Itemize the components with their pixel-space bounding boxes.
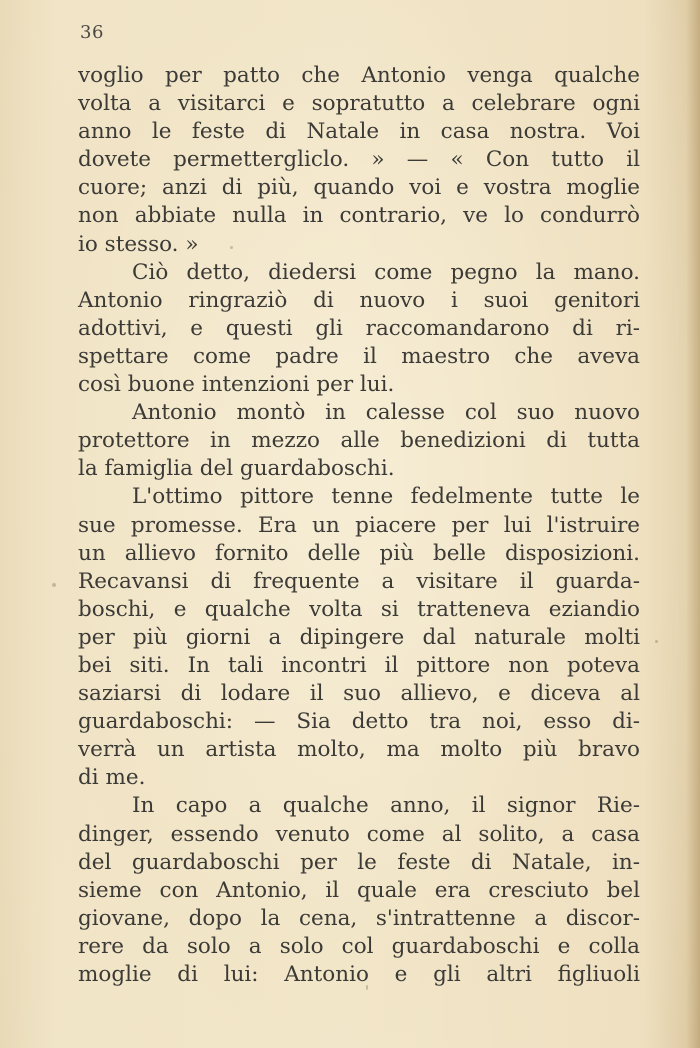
text-line: dinger, essendo venuto come al solito, a casa (78, 821, 640, 847)
text-line: voglio per patto che Antonio venga qualche (78, 63, 640, 88)
text-line: io stesso. » (78, 231, 199, 257)
body-text (78, 62, 640, 989)
text-line: la famiglia del guardaboschi. (78, 456, 395, 482)
text-line: guardaboschi: — Sia detto tra noi, esso di- (78, 709, 640, 735)
text-line: un allievo fornito delle più belle disposizioni. (78, 540, 640, 566)
text-line: giovane, dopo la cena, s'intrattenne a discor- (78, 905, 640, 931)
text-line: L'ottimo pittore tenne fedelmente tutte le (132, 484, 640, 510)
text-line: boschi, e qualche volta si tratteneva eziandio (78, 596, 640, 622)
text-line: cuore; anzi di più, quando voi e vostra moglie (78, 175, 640, 201)
text-line: moglie di lui: Antonio e gli altri figliuoli (78, 962, 640, 987)
text-line: saziarsi di lodare il suo allievo, e diceva al (78, 681, 640, 707)
text-line: volta a visitarci e sopratutto a celebrare ogni (78, 91, 640, 117)
text-line: protettore in mezzo alle benedizioni di tutta (78, 428, 640, 454)
text-line: così buone intenzioni per lui. (78, 372, 395, 398)
text-line: Antonio ringraziò di nuovo i suoi genitori (78, 287, 640, 313)
text-line: verrà un artista molto, ma molto più bravo (78, 737, 640, 763)
text-line: di me. (78, 765, 146, 791)
text-line: rere da solo a solo col guardaboschi e colla (78, 933, 640, 959)
text-line: bei siti. In tali incontri il pittore non poteva (78, 652, 640, 678)
text-line: del guardaboschi per le feste di Natale, in- (78, 849, 640, 875)
text-line: spettare come padre il maestro che aveva (78, 343, 640, 369)
text-line: sieme con Antonio, il quale era cresciuto bel (78, 877, 640, 903)
text-line: dovete permettergliclo. » — « Con tutto il (78, 147, 640, 173)
text-line: In capo a qualche anno, il signor Rie- (132, 793, 640, 819)
text-line: non abbiate nulla in contrario, ve lo condurrò (78, 203, 640, 229)
text-line: per più giorni a dipingere dal naturale molti (78, 624, 640, 650)
page-edge-shadow (686, 0, 700, 1048)
text-line: anno le feste di Natale in casa nostra. Voi (78, 119, 640, 145)
text-line: Ciò detto, diedersi come pegno la mano. (132, 259, 640, 285)
text-line: sue promesse. Era un piacere per lui l'istruire (78, 512, 640, 538)
page-number: 36 (80, 22, 104, 43)
text-line: Recavansi di frequente a visitare il guarda- (78, 568, 640, 594)
text-line: adottivi, e questi gli raccomandarono di ri- (78, 315, 640, 341)
text-line: Antonio montò in calesse col suo nuovo (132, 400, 640, 426)
